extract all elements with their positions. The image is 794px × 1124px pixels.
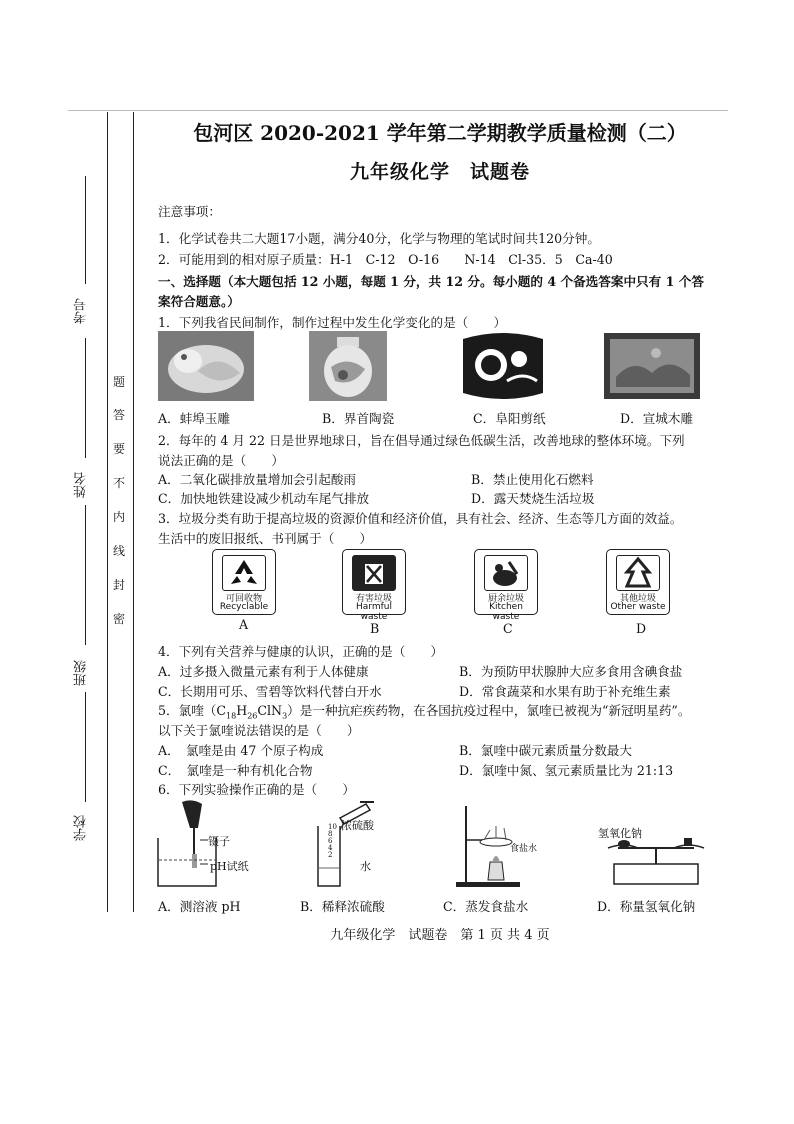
q3-letter-c: C bbox=[503, 621, 513, 636]
q1-option-c: C．阜阳剪纸 bbox=[473, 411, 546, 426]
seal-char: 密 bbox=[112, 612, 125, 626]
seal-char: 内 bbox=[112, 510, 125, 524]
other-waste-sign bbox=[606, 549, 670, 615]
q3-stem: 3．垃圾分类有助于提高垃圾的资源价值和经济价值，具有社会、经济、生态等几方面的效益。 bbox=[158, 511, 683, 526]
seal-char: 不 bbox=[112, 476, 125, 490]
seal-char: 题 bbox=[112, 375, 125, 389]
seal-char: 要 bbox=[112, 442, 125, 456]
paper-cutting-image bbox=[457, 331, 549, 401]
q3-letter-d: D bbox=[636, 621, 647, 636]
q5-option-c: C． 氯喹是一种有机化合物 bbox=[158, 763, 313, 778]
exam-number-label: 考号 bbox=[74, 298, 89, 324]
ceramic-jar-image bbox=[309, 331, 387, 401]
exam-number-blank bbox=[85, 176, 86, 284]
sign-cn: 有害垃圾 bbox=[355, 594, 392, 604]
harmful-sign bbox=[342, 549, 406, 622]
q4-option-c: C．长期用可乐、雪碧等饮料代替白开水 bbox=[158, 684, 382, 699]
seal-char: 封 bbox=[112, 578, 125, 592]
kitchen-waste-icon bbox=[484, 555, 528, 591]
harmful-icon bbox=[352, 555, 396, 591]
sign-cn: 其他垃圾 bbox=[619, 594, 656, 604]
sign-en: Harmful waste bbox=[356, 602, 392, 622]
evaporate-brine-figure bbox=[452, 800, 562, 890]
q4-option-b: B．为预防甲状腺肿大应多食用含碘食盐 bbox=[459, 664, 683, 679]
sign-cn: 可回收物 bbox=[225, 594, 262, 604]
q6-option-b: B．稀释浓硫酸 bbox=[300, 899, 385, 914]
q5-stem-cont: 以下关于氯喹说法错误的是（ ） bbox=[158, 723, 360, 738]
q1-option-b: B．界首陶瓷 bbox=[322, 411, 395, 426]
q5-stem: 5．氯喹$(C_{18}H_{26}ClN_3)$是一种抗疟疾药物，在各国抗疫过程中，氯喹已被视为“新冠明星药”。 bbox=[158, 703, 691, 721]
seal-char: 答 bbox=[112, 408, 125, 422]
recyclable-sign bbox=[212, 549, 276, 615]
name-label: 姓名 bbox=[74, 472, 89, 498]
cylinder-scale: 10 8 6 4 2 bbox=[328, 823, 337, 859]
naoh-label: 氢氧化钠 bbox=[598, 827, 642, 840]
dilute-acid-figure bbox=[300, 798, 380, 890]
tweezers-label: 镊子 bbox=[208, 835, 230, 848]
q2-stem: 2．每年的 4 月 22 日是世界地球日，旨在倡导通过绿色低碳生活，改善地球的整体环境。下列 bbox=[158, 433, 685, 448]
q2-option-b: B．禁止使用化石燃料 bbox=[471, 472, 594, 487]
binding-line-inner bbox=[133, 112, 134, 912]
acid-label: 浓硫酸 bbox=[341, 819, 374, 832]
q4-option-a: A．过多摄入微量元素有利于人体健康 bbox=[158, 664, 369, 679]
sign-cn: 厨余垃圾 bbox=[487, 594, 524, 604]
top-rule bbox=[68, 110, 728, 111]
sign-en: Other waste bbox=[610, 602, 666, 612]
q1-option-a: A．蚌埠玉雕 bbox=[158, 411, 231, 426]
jade-carving-image bbox=[158, 331, 254, 401]
note-2: 2．可能用到的相对原子质量：H-1 C-12 O-16 N-14 Cl-35．5 Ca-40 bbox=[158, 252, 613, 267]
q6-option-c: C．蒸发食盐水 bbox=[443, 899, 529, 914]
q3-letter-b: B bbox=[370, 621, 380, 636]
sign-en: Recyclable bbox=[219, 602, 269, 612]
page-subtitle: 九年级化学 试题卷 bbox=[349, 161, 530, 183]
class-blank bbox=[85, 692, 86, 802]
kitchen-sign bbox=[474, 549, 538, 622]
school-label: 学校 bbox=[74, 815, 89, 841]
section-heading: 一、选择题（本大题包括 12 小题，每题 1 分，共 12 分。每小题的 4 个备选答案中只有 1 个答 bbox=[158, 274, 704, 289]
seal-char: 线 bbox=[112, 544, 125, 558]
q2-option-a: A．二氧化碳排放量增加会引起酸雨 bbox=[158, 472, 357, 487]
q6-stem: 6．下列实验操作正确的是（ ） bbox=[158, 782, 355, 797]
q2-option-c: C．加快地铁建设减少机动车尾气排放 bbox=[158, 491, 370, 506]
other-waste-icon bbox=[616, 555, 660, 591]
q5-option-a: A． 氯喹是由 47 个原子构成 bbox=[158, 743, 324, 758]
recycle-icon bbox=[222, 555, 266, 591]
section-heading-cont: 案符合题意。） bbox=[158, 294, 240, 309]
brine-label: 食盐水 bbox=[510, 844, 538, 854]
q4-option-d: D．常食蔬菜和水果有助于补充维生素 bbox=[459, 684, 671, 699]
ph-paper-label: pH试纸 bbox=[210, 860, 249, 873]
note-1: 1．化学试卷共二大题17小题，满分40分，化学与物理的笔试时间共120分钟。 bbox=[158, 231, 600, 246]
q5-option-d: D．氯喹中氮、氢元素质量比为 21:13 bbox=[459, 763, 674, 778]
q6-option-a: A．测溶液 pH bbox=[158, 899, 241, 914]
sign-en: Kitchen waste bbox=[489, 602, 523, 622]
page-footer: 九年级化学 试题卷 第 1 页 共 4 页 bbox=[330, 928, 550, 943]
name-blank-top bbox=[85, 338, 86, 458]
wood-carving-image bbox=[604, 333, 700, 399]
page-title: 包河区 2020-2021 学年第二学期教学质量检测（二） bbox=[193, 121, 687, 145]
notes-heading: 注意事项： bbox=[158, 204, 221, 219]
q3-stem-cont: 生活中的废旧报纸、书刊属于（ ） bbox=[158, 531, 373, 546]
q1-option-d: D．宣城木雕 bbox=[620, 411, 694, 426]
q5-option-b: B．氯喹中碳元素质量分数最大 bbox=[459, 743, 632, 758]
q3-letter-a: A bbox=[239, 617, 249, 632]
q2-stem-cont: 说法正确的是（ ） bbox=[158, 453, 284, 468]
q1-stem: 1．下列我省民间制作，制作过程中发生化学变化的是（ ） bbox=[158, 315, 507, 330]
q6-option-d: D．称量氢氧化钠 bbox=[597, 899, 696, 914]
q2-option-d: D．露天焚烧生活垃圾 bbox=[471, 491, 595, 506]
q4-stem: 4．下列有关营养与健康的认识，正确的是（ ） bbox=[158, 644, 444, 659]
binding-line-outer bbox=[107, 112, 108, 912]
name-blank bbox=[85, 505, 86, 645]
water-label: 水 bbox=[360, 860, 371, 873]
class-label: 班级 bbox=[74, 660, 89, 686]
